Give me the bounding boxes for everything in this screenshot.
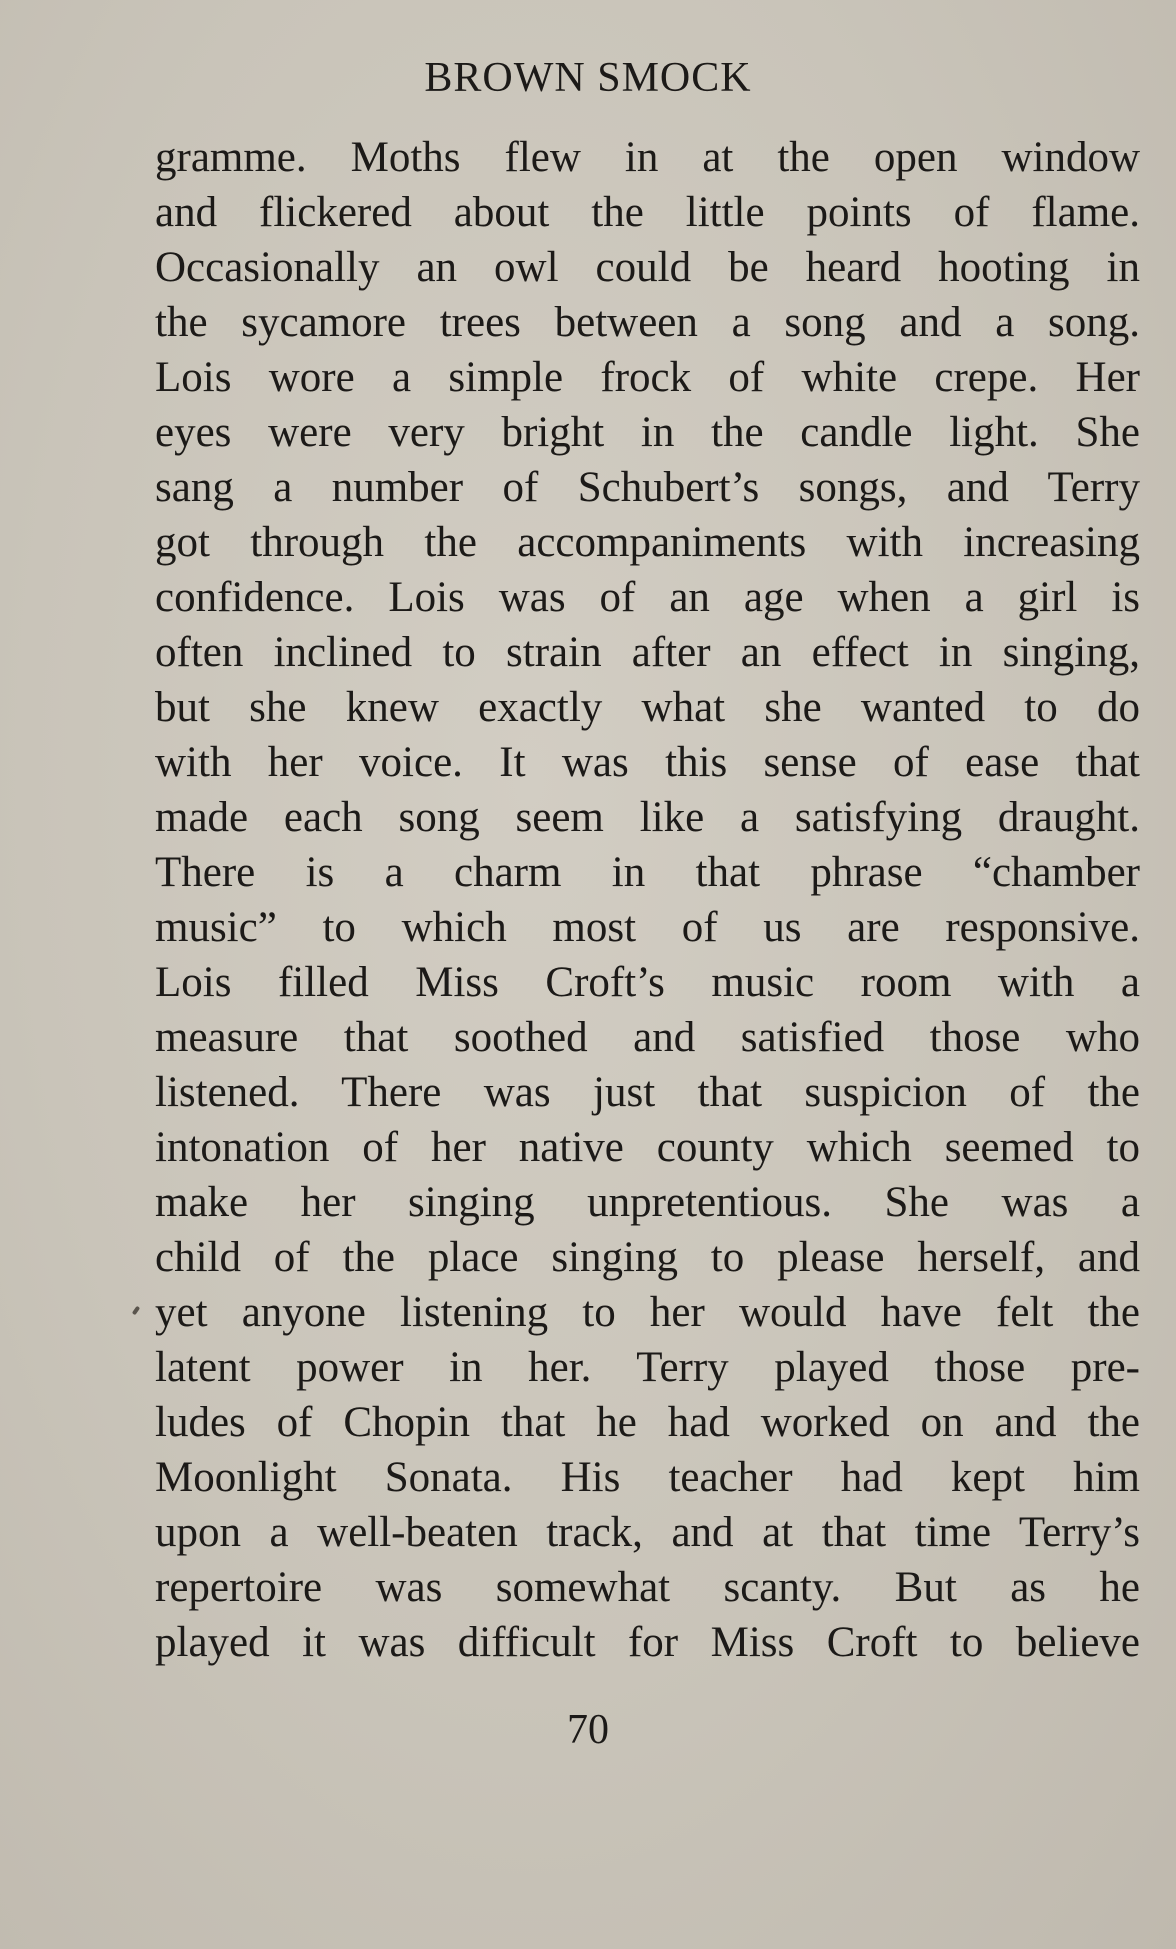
text-line: and flickered about the little points of flame. xyxy=(155,189,1140,236)
text-line: the sycamore trees between a song and a song. xyxy=(155,299,1140,346)
text-line: got through the accompaniments with increasing xyxy=(155,519,1140,566)
text-line: gramme. Moths flew in at the open window xyxy=(155,134,1140,181)
text-line: music” to which most of us are responsive. xyxy=(155,904,1140,951)
text-line: listened. There was just that suspicion of the xyxy=(155,1069,1140,1116)
text-line: latent power in her. Terry played those pre- xyxy=(155,1344,1140,1391)
page-number: 70 xyxy=(567,1707,609,1753)
running-head: BROWN SMOCK xyxy=(424,55,752,101)
text-line: ludes of Chopin that he had worked on and the xyxy=(155,1399,1140,1446)
text-line: played it was difficult for Miss Croft to believe xyxy=(155,1619,1140,1666)
text-line: There is a charm in that phrase “chamber xyxy=(155,849,1140,896)
margin-mark xyxy=(132,1306,140,1316)
text-line: make her singing unpretentious. She was a xyxy=(155,1179,1140,1226)
text-line: Lois wore a simple frock of white crepe. Her xyxy=(155,354,1140,401)
text-line: sang a number of Schubert’s songs, and Terry xyxy=(155,464,1140,511)
text-line: child of the place singing to please herself, and xyxy=(155,1234,1140,1281)
text-line: measure that soothed and satisfied those who xyxy=(155,1014,1140,1061)
text-line: often inclined to strain after an effect in singing, xyxy=(155,629,1140,676)
body-text xyxy=(155,130,1140,1670)
text-line: intonation of her native county which seemed to xyxy=(155,1124,1140,1171)
text-line: with her voice. It was this sense of ease that xyxy=(155,739,1140,786)
text-line: confidence. Lois was of an age when a girl is xyxy=(155,574,1140,621)
text-line: upon a well-beaten track, and at that time Terry’s xyxy=(155,1509,1140,1556)
text-line: but she knew exactly what she wanted to do xyxy=(155,684,1140,731)
text-line: eyes were very bright in the candle light. She xyxy=(155,409,1140,456)
text-line: repertoire was somewhat scanty. But as he xyxy=(155,1564,1140,1611)
text-line: yet anyone listening to her would have felt the xyxy=(155,1289,1140,1336)
text-line: made each song seem like a satisfying draught. xyxy=(155,794,1140,841)
text-line: Lois filled Miss Croft’s music room with a xyxy=(155,959,1140,1006)
text-line: Moonlight Sonata. His teacher had kept him xyxy=(155,1454,1140,1501)
text-line: Occasionally an owl could be heard hooting in xyxy=(155,244,1140,291)
